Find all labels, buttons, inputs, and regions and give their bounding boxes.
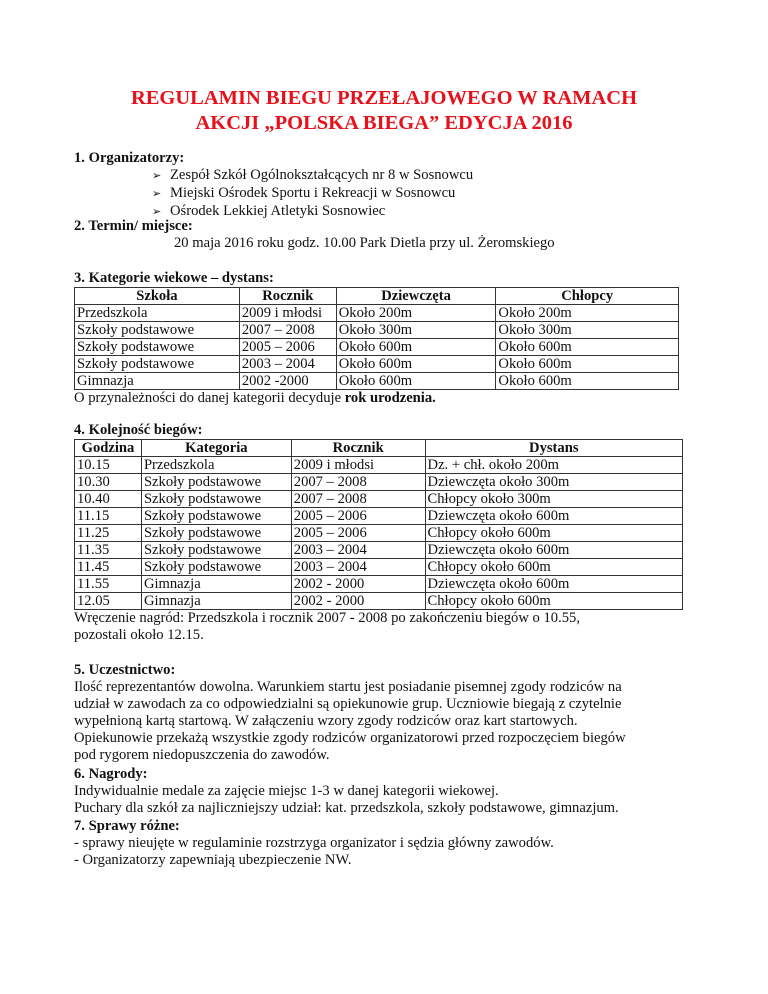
awards-note-line-1: Wręczenie nagród: Przedszkola i rocznik 2007 - 2008 po zakończeniu biegów o 10.55, xyxy=(74,610,580,626)
section-race-order xyxy=(74,422,683,644)
table-cell: 12.05 xyxy=(75,593,142,610)
category-note: O przynależności do danej kategorii decyduje rok urodzenia. xyxy=(74,390,436,406)
paragraph-line: Puchary dla szkół za najliczniejszy udział: kat. przedszkola, szkoły podstawowe, gimnazjum. xyxy=(74,800,619,816)
table-row xyxy=(75,474,683,491)
table-cell: Dziewczęta około 600m xyxy=(425,576,682,593)
list-item: ➢ Miejski Ośrodek Sportu i Rekreacji w Sosnowcu xyxy=(152,185,456,201)
section-heading: 4. Kolejność biegów: xyxy=(74,422,203,438)
table-cell: 11.45 xyxy=(75,559,142,576)
table-cell: Dziewczęta około 300m xyxy=(425,474,682,491)
table-row xyxy=(75,559,683,576)
column-header: Dziewczęta xyxy=(336,288,496,305)
table-row xyxy=(75,322,679,339)
table-cell: 2009 i młodsi xyxy=(291,457,425,474)
table-cell: 10.40 xyxy=(75,491,142,508)
table-cell: Gimnazja xyxy=(75,373,240,390)
table-cell: Dz. + chł. około 200m xyxy=(425,457,682,474)
column-header: Kategoria xyxy=(141,440,291,457)
table-cell: Około 600m xyxy=(496,373,679,390)
table-cell: Gimnazja xyxy=(141,593,291,610)
table-cell: Około 200m xyxy=(496,305,679,322)
table-cell: Szkoły podstawowe xyxy=(141,508,291,525)
paragraph-line: wypełnioną kartą startową. W załączeniu wzory zgody rodziców oraz kart startowych. xyxy=(74,713,578,729)
table-cell: 10.15 xyxy=(75,457,142,474)
column-header: Dystans xyxy=(425,440,682,457)
section-heading: 6. Nagrody: xyxy=(74,766,148,782)
date-place-text: 20 maja 2016 roku godz. 10.00 Park Dietla przy ul. Żeromskiego xyxy=(174,235,555,251)
title-line-1: REGULAMIN BIEGU PRZEŁAJOWEGO W RAMACH xyxy=(130,87,638,109)
table-row xyxy=(75,542,683,559)
list-item: ➢ Ośrodek Lekkiej Atletyki Sosnowiec xyxy=(152,203,386,219)
paragraph-line: - Organizatorzy zapewniają ubezpieczenie NW. xyxy=(74,852,352,868)
paragraph-line: Opiekunowie przekażą wszystkie zgody rodziców organizatorowi przed rozpoczęciem biegów xyxy=(74,730,626,746)
table-cell: 10.30 xyxy=(75,474,142,491)
table-row xyxy=(75,457,683,474)
table-cell: Chłopcy około 600m xyxy=(425,593,682,610)
section-heading: 2. Termin/ miejsce: xyxy=(74,218,193,234)
table-cell: 2003 – 2004 xyxy=(239,356,336,373)
table-cell: Szkoły podstawowe xyxy=(75,322,240,339)
document-title xyxy=(74,86,694,136)
table-cell: Około 600m xyxy=(336,356,496,373)
table-cell: Szkoły podstawowe xyxy=(141,474,291,491)
organizers-list xyxy=(74,167,473,221)
paragraph-line: Indywidualnie medale za zajęcie miejsc 1-3 w danej kategorii wiekowej. xyxy=(74,783,499,799)
table-cell: Około 600m xyxy=(496,339,679,356)
table-row xyxy=(75,525,683,542)
table-cell: Chłopcy około 600m xyxy=(425,525,682,542)
table-cell: 2005 – 2006 xyxy=(239,339,336,356)
section-misc xyxy=(74,818,554,869)
table-cell: Chłopcy około 300m xyxy=(425,491,682,508)
table-cell: Około 600m xyxy=(336,373,496,390)
table-cell: 2007 – 2008 xyxy=(291,491,425,508)
table-row xyxy=(75,576,683,593)
section-heading: 3. Kategorie wiekowe – dystans: xyxy=(74,270,274,286)
column-header: Szkoła xyxy=(75,288,240,305)
awards-note-line-2: pozostali około 12.15. xyxy=(74,627,204,643)
table-cell: Dziewczęta około 600m xyxy=(425,542,682,559)
section-date-place xyxy=(74,218,555,252)
table-row xyxy=(75,339,679,356)
section-heading: 5. Uczestnictwo: xyxy=(74,662,176,678)
table-cell: Szkoły podstawowe xyxy=(75,356,240,373)
table-cell: 2009 i młodsi xyxy=(239,305,336,322)
list-item: ➢ Zespół Szkół Ogólnokształcących nr 8 w Sosnowcu xyxy=(152,167,474,183)
paragraph-line: pod rygorem niedopuszczenia do zawodów. xyxy=(74,747,330,763)
column-header: Rocznik xyxy=(291,440,425,457)
table-cell: Szkoły podstawowe xyxy=(75,339,240,356)
race-schedule-table xyxy=(74,439,683,610)
table-cell: 2003 – 2004 xyxy=(291,559,425,576)
table-cell: 11.55 xyxy=(75,576,142,593)
table-cell: Szkoły podstawowe xyxy=(141,542,291,559)
section-heading: 7. Sprawy różne: xyxy=(74,818,180,834)
table-cell: Około 600m xyxy=(336,339,496,356)
paragraph-line: Ilość reprezentantów dowolna. Warunkiem startu jest posiadanie pisemnej zgody rodziców na xyxy=(74,679,622,695)
table-cell: Chłopcy około 600m xyxy=(425,559,682,576)
table-row xyxy=(75,356,679,373)
section-organizers xyxy=(74,150,473,221)
table-cell: 11.25 xyxy=(75,525,142,542)
column-header: Rocznik xyxy=(239,288,336,305)
table-cell: Około 200m xyxy=(336,305,496,322)
table-row xyxy=(75,593,683,610)
table-cell: 2007 – 2008 xyxy=(291,474,425,491)
table-cell: Przedszkola xyxy=(141,457,291,474)
table-row xyxy=(75,491,683,508)
section-age-categories xyxy=(74,270,679,407)
table-cell: 2002 - 2000 xyxy=(291,593,425,610)
table-cell: 2005 – 2006 xyxy=(291,508,425,525)
section-heading: 1. Organizatorzy: xyxy=(74,150,185,166)
table-cell: Około 600m xyxy=(496,356,679,373)
table-cell: Szkoły podstawowe xyxy=(141,559,291,576)
table-cell: 2005 – 2006 xyxy=(291,525,425,542)
table-cell: 2003 – 2004 xyxy=(291,542,425,559)
section-participation xyxy=(74,662,626,764)
paragraph-line: - sprawy nieujęte w regulaminie rozstrzyga organizator i sędzia główny zawodów. xyxy=(74,835,554,851)
table-cell: Gimnazja xyxy=(141,576,291,593)
table-cell: 2002 - 2000 xyxy=(291,576,425,593)
table-cell: Szkoły podstawowe xyxy=(141,525,291,542)
column-header: Godzina xyxy=(75,440,142,457)
title-line-2: AKCJI „POLSKA BIEGA” EDYCJA 2016 xyxy=(195,112,573,134)
table-cell: Około 300m xyxy=(496,322,679,339)
table-cell: 2002 -2000 xyxy=(239,373,336,390)
arrowhead-bullet-icon: ➢ xyxy=(152,170,162,182)
table-row xyxy=(75,305,679,322)
table-row xyxy=(75,373,679,390)
table-cell: 11.35 xyxy=(75,542,142,559)
table-row xyxy=(75,508,683,525)
table-cell: 2007 – 2008 xyxy=(239,322,336,339)
table-cell: 11.15 xyxy=(75,508,142,525)
table-cell: Dziewczęta około 600m xyxy=(425,508,682,525)
table-header-row xyxy=(75,288,679,305)
table-header-row xyxy=(75,440,683,457)
section-prizes xyxy=(74,766,619,817)
arrowhead-bullet-icon: ➢ xyxy=(152,206,162,218)
table-cell: Około 300m xyxy=(336,322,496,339)
arrowhead-bullet-icon: ➢ xyxy=(152,188,162,200)
column-header: Chłopcy xyxy=(496,288,679,305)
paragraph-line: udział w zawodach za co odpowiedzialni są opiekunowie grup. Uczniowie biegają z czytelnie xyxy=(74,696,622,712)
age-categories-table xyxy=(74,287,679,390)
table-cell: Przedszkola xyxy=(75,305,240,322)
table-cell: Szkoły podstawowe xyxy=(141,491,291,508)
